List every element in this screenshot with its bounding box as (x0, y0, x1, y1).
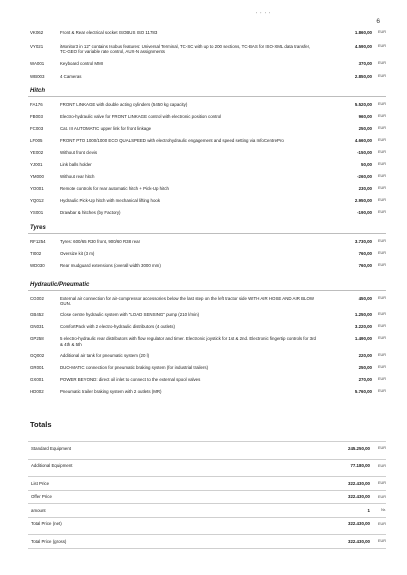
totals-title: Totals (30, 420, 52, 429)
totals-currency: EUR (377, 481, 386, 486)
item-price: 1.250,00 (354, 312, 372, 318)
item-price: 4.590,00 (354, 44, 372, 49)
item-code: CG002 (30, 296, 44, 301)
item-price: -260,00 (357, 174, 372, 179)
item-price: 2.850,00 (354, 74, 372, 80)
item-currency: EUR (377, 376, 386, 381)
item-price: 2.950,00 (354, 198, 372, 203)
item-currency: EUR (377, 364, 386, 369)
totals-currency: EUR (377, 539, 386, 544)
header-marks: ' ' ' ' (256, 12, 271, 18)
item-code: GR001 (30, 364, 44, 370)
item-description: Tyres: 600/65 R30 front, 900/60 R38 rear (60, 239, 141, 244)
totals-label: List Price (31, 480, 50, 486)
item-currency: EUR (377, 352, 386, 357)
item-description: Without front clevis (60, 150, 98, 155)
item-currency: EUR (377, 162, 386, 166)
item-price: 5.520,00 (354, 102, 372, 107)
item-description: iMonitor3 in 12" contains Isobus features: Universal Terminal, TC-SC with up to 200 sections, TC-BAS for ISO-XML data transfer, TC-GEO for variable rate control, AUX-N assignments (60, 44, 311, 55)
item-currency: EUR (377, 114, 386, 118)
item-price: 50,00 (361, 162, 372, 167)
list-item (28, 124, 386, 134)
list-item (28, 261, 386, 271)
item-price: 4.660,00 (354, 138, 372, 143)
item-code: GN031 (30, 324, 44, 330)
item-code: FA176 (30, 102, 43, 107)
item-currency: EUR (377, 30, 386, 34)
item-code: YJ001 (30, 162, 43, 167)
item-price: 450,00 (358, 296, 372, 301)
list-item (28, 237, 386, 247)
item-currency: EUR (377, 74, 386, 79)
item-currency: EUR (377, 150, 386, 154)
totals-value: 322.430,00 (348, 480, 370, 486)
item-description: Additional air tank for pneumatic system (20 l) (60, 352, 150, 358)
item-code: YM000 (30, 174, 44, 179)
item-description: FRONT PTO 1000/1000 ECO QUALSPEED with electrohydraulic engagement and speed setting via InfoCentrePro (60, 138, 284, 143)
item-code: LF005 (30, 138, 43, 143)
item-currency: EUR (377, 61, 386, 66)
totals-currency: EUR (377, 521, 386, 526)
item-code: WD030 (30, 263, 45, 268)
list-item (28, 42, 386, 56)
item-description: 4 Cameras (60, 74, 82, 80)
totals-row (28, 459, 386, 473)
totals-row (28, 490, 386, 504)
item-description: Oversize kit (3 m) (60, 251, 95, 256)
item-code: GX001 (30, 376, 44, 382)
item-price: -190,00 (357, 210, 372, 215)
totals-currency: EUR (377, 463, 386, 468)
totals-value: 77.180,00 (350, 463, 370, 469)
item-code: FC003 (30, 126, 44, 131)
item-description: Rear mudguard extensions (overall width 3000 mm) (60, 263, 161, 268)
item-code: VK062 (30, 30, 44, 35)
item-description: Without rear hitch (60, 174, 95, 179)
item-description: External air connection for air-compressor accessories below the last step on the left tractor side WITH AIR HOSE AND AIR BLOW GUN. (60, 296, 315, 307)
item-code: WB003 (30, 74, 45, 80)
totals-label: amount (31, 507, 46, 513)
item-currency: EUR (377, 324, 386, 329)
item-currency: EUR (377, 186, 386, 190)
item-description: Pneumatic trailer braking system with 2 outlets (MR) (60, 388, 162, 394)
item-currency: EUR (377, 44, 386, 48)
list-item (28, 112, 386, 122)
list-item (28, 208, 386, 218)
item-price: 1.490,00 (354, 336, 372, 342)
totals-label: Additional Equipment (31, 463, 73, 469)
totals-value: 322.430,00 (348, 494, 370, 500)
item-code: YQ012 (30, 198, 44, 203)
item-currency: EUR (377, 312, 386, 317)
tyres-section (28, 222, 386, 271)
list-item (28, 334, 386, 348)
item-code: YE002 (30, 150, 44, 155)
list-item (28, 148, 386, 158)
list-item (28, 59, 386, 69)
item-code: YS001 (30, 210, 44, 215)
item-code: GQ002 (30, 352, 45, 358)
top-items (28, 28, 386, 82)
list-item (28, 160, 386, 170)
item-currency: EUR (377, 251, 386, 255)
item-price: 370,00 (358, 61, 372, 67)
totals-row (28, 476, 386, 490)
section-title-hitch: Hitch (28, 85, 386, 97)
list-item (28, 28, 386, 38)
item-description: Close centre hydraulic system with "LOAD SENSING" pump (210 l/min) (60, 312, 200, 318)
list-item (28, 184, 386, 194)
item-description: DUO-MATIC connection for pneumatic braking system (for industrial trailers) (60, 364, 209, 370)
item-price: -150,00 (357, 150, 372, 155)
item-description: FRONT LINKAGE with double acting cylinders (5450 kg capacity) (60, 102, 188, 107)
item-code: TI002 (30, 251, 42, 256)
totals-currency: EUR (377, 494, 386, 499)
totals-row (28, 534, 386, 549)
item-price: 3.730,00 (354, 239, 372, 244)
totals-value: 1 (367, 507, 370, 513)
totals-currency: EUR (377, 446, 386, 451)
item-currency: EUR (377, 174, 386, 178)
item-description: POWER BEYOND: direct oil inlet to connect to the external spool valves (60, 376, 201, 382)
item-price: 250,00 (358, 364, 372, 370)
list-item (28, 387, 386, 397)
item-description: 5 electro-hydraulic rear distributors with flow regulator and timer. Electronic joystick for 1st & 2nd. Electronic fingertip controls for 3rd & 4th & 5th (60, 336, 316, 347)
item-code: VY021 (30, 44, 44, 49)
item-price: 760,00 (358, 251, 372, 256)
item-description: Link balls holder (60, 162, 92, 167)
totals-label: Standard Equipment (31, 445, 72, 451)
item-description: Keyboard control MMI (60, 61, 103, 67)
totals-label: Total Price (gross) (31, 538, 67, 544)
hydraulic-section (28, 279, 386, 397)
item-currency: EUR (377, 296, 386, 300)
item-description: Hydraulic Pick-Up hitch with mechanical lifting hook (60, 198, 161, 203)
item-price: 760,00 (358, 263, 372, 268)
hitch-section (28, 85, 386, 218)
item-description: Front & Rear electrical socket ISOBUS ISO 11783 (60, 30, 158, 35)
item-price: 1.860,00 (354, 30, 372, 35)
item-price: 5.760,00 (354, 388, 372, 394)
item-description: ComfortPack with 2 electro-hydraulic distributors (4 outlets) (60, 324, 175, 330)
list-item (28, 196, 386, 206)
section-title-hydraulic: Hydraulic/Pneumatic (28, 279, 386, 291)
list-item (28, 363, 386, 373)
item-currency: EUR (377, 263, 386, 267)
item-currency: EUR (377, 388, 386, 393)
item-code: RF1254 (30, 239, 46, 244)
item-code: GB452 (30, 312, 44, 318)
list-item (28, 351, 386, 361)
totals-row (28, 503, 386, 517)
item-code: FB003 (30, 114, 43, 119)
list-item (28, 310, 386, 320)
totals-value: 245.250,00 (348, 445, 370, 451)
item-description: Remote controls for rear automatic hitch + Pick-Up hitch (60, 186, 169, 191)
item-price: 250,00 (358, 126, 372, 131)
item-currency: EUR (377, 138, 386, 142)
item-price: 960,00 (358, 114, 372, 119)
item-code: GP258 (30, 336, 44, 342)
item-code: YO001 (30, 186, 44, 191)
section-title-tyres: Tyres (28, 222, 386, 234)
item-currency: EUR (377, 102, 386, 106)
totals-currency: Nr. (381, 508, 386, 513)
item-description: Drawbar & hitches (by Factory) (60, 210, 121, 215)
item-code: WA001 (30, 61, 45, 67)
item-price: 230,00 (358, 186, 372, 191)
totals-label: Offer Price (31, 494, 52, 500)
item-currency: EUR (377, 126, 386, 130)
item-currency: EUR (377, 198, 386, 202)
totals-row (28, 517, 386, 531)
item-price: 220,00 (358, 352, 372, 358)
item-currency: EUR (377, 210, 386, 214)
totals-value: 322.430,00 (348, 538, 370, 544)
item-price: 270,00 (358, 376, 372, 382)
totals-table (28, 441, 386, 549)
list-item (28, 294, 386, 308)
item-currency: EUR (377, 336, 386, 341)
item-code: HD002 (30, 388, 44, 394)
list-item (28, 375, 386, 385)
list-item (28, 100, 386, 110)
item-description: Electro-hydraulic valve for FRONT LINKAGE control with electronic position control (60, 114, 222, 119)
totals-label: Total Price (net) (31, 521, 62, 527)
item-currency: EUR (377, 239, 386, 243)
list-item (28, 172, 386, 182)
totals-value: 322.430,00 (348, 521, 370, 527)
page-number: 6 (376, 18, 380, 25)
list-item (28, 72, 386, 82)
list-item (28, 249, 386, 259)
totals-row (28, 441, 386, 455)
list-item (28, 136, 386, 146)
item-description: Cat. III AUTOMATIC upper link for front linkage (60, 126, 152, 131)
list-item (28, 322, 386, 332)
item-price: 3.220,00 (354, 324, 372, 330)
